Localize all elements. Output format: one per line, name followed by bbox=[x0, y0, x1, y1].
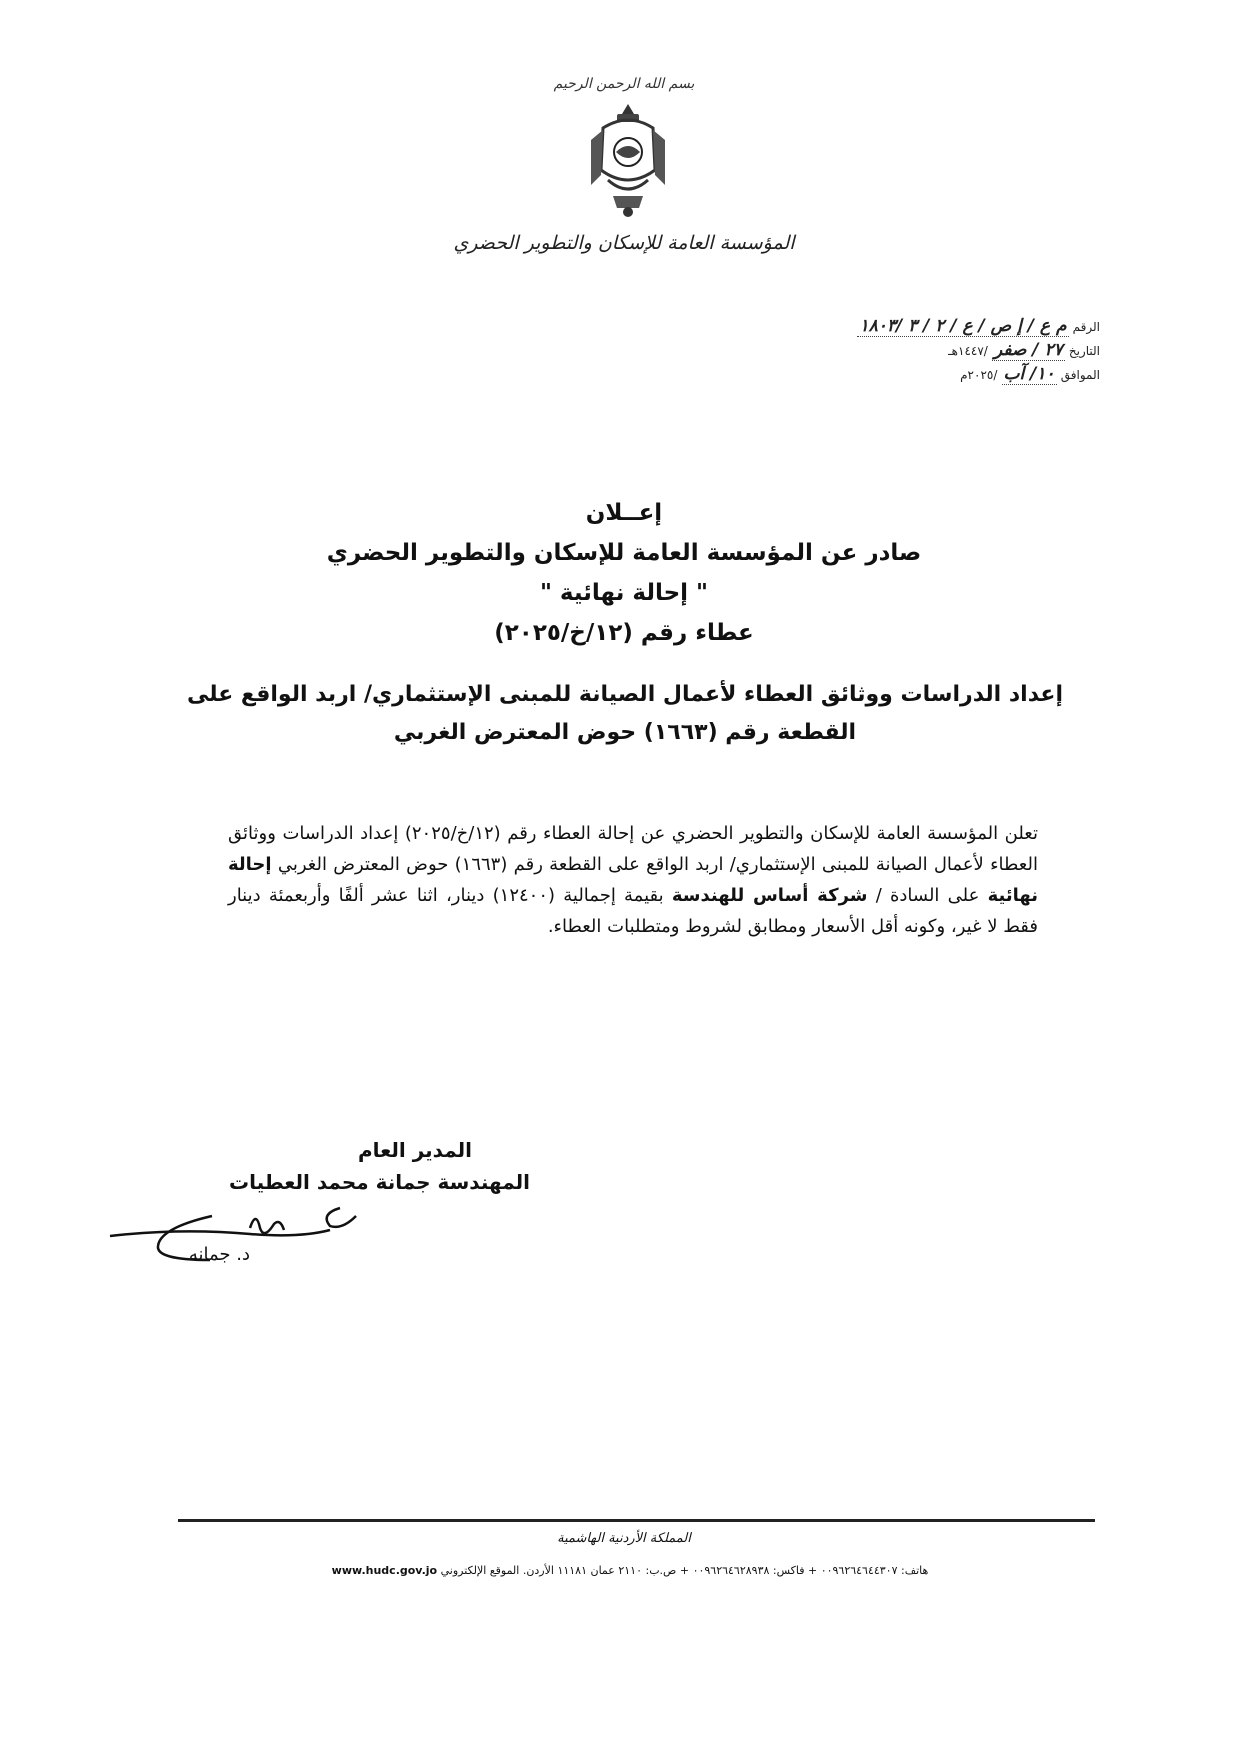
announcement-issuer: صادر عن المؤسسة العامة للإسكان والتطوير الحضري bbox=[326, 540, 922, 566]
footer-divider bbox=[178, 1519, 1095, 1522]
signatory-name: المهندسة جمانة محمد العطيات bbox=[228, 1170, 530, 1194]
reference-corresponding-label: الموافق bbox=[1060, 368, 1100, 382]
announcement-tender-number: عطاء رقم (١٢/خ/٢٠٢٥) bbox=[494, 620, 754, 646]
reference-date-label: التاريخ bbox=[1068, 344, 1100, 358]
announcement-title: إعــلان bbox=[585, 500, 663, 526]
footer-country: المملكة الأردنية الهاشمية bbox=[557, 1531, 691, 1546]
body-company: شركة أساس للهندسة bbox=[671, 885, 868, 906]
signature-scribble-text: د. جمانه bbox=[188, 1244, 250, 1265]
handwritten-signature bbox=[100, 1168, 400, 1278]
reference-corresponding-year: /٢٠٢٥م bbox=[960, 368, 998, 382]
footer-contact-details: هاتف: ٠٠٩٦٢٦٤٦٤٤٣٠٧ + فاكس: ٠٠٩٦٢٦٤٦٢٨٩٣٨ + ص.ب: ٢١١٠ عمان ١١١٨١ الأردن. الموقع الإلكتروني bbox=[440, 1564, 929, 1577]
reference-number-line bbox=[800, 314, 1100, 338]
basmala: بسم الله الرحمن الرحيم bbox=[553, 76, 695, 92]
reference-number-value: م ع / إ ص / ع / ٢ / ٣ /١٨٠٣ bbox=[859, 316, 1067, 336]
organization-logo-text: المؤسسة العامة للإسكان والتطوير الحضري bbox=[453, 232, 795, 254]
announcement-body bbox=[228, 818, 1038, 942]
reference-date-line bbox=[800, 338, 1100, 362]
footer-website[interactable]: www.hudc.gov.jo bbox=[331, 1564, 438, 1577]
announcement-type: " إحالة نهائية " bbox=[539, 580, 709, 606]
reference-block bbox=[800, 314, 1100, 386]
body-part-3: بقيمة إجمالية (١٢٤٠٠) دينار، اثنا عشر ألفًا وأربعمئة دينار فقط لا غير، وكونه أقل الأسعار ومطابق لشروط ومتطلبات العطاء. bbox=[228, 885, 1038, 937]
reference-corresponding-line bbox=[800, 362, 1100, 386]
subject-line-2: القطعة رقم (١٦٦٣) حوض المعترض الغربي bbox=[393, 720, 857, 745]
signatory-title: المدير العام bbox=[357, 1138, 472, 1162]
reference-date-year: /١٤٤٧هـ bbox=[948, 344, 988, 358]
body-part-2: على السادة / bbox=[875, 885, 980, 906]
reference-date-value: ٢٧ / صفر bbox=[993, 340, 1063, 360]
reference-number-label: الرقم bbox=[1072, 320, 1100, 334]
subject-line-1: إعداد الدراسات ووثائق العطاء لأعمال الصيانة للمبنى الإستثماري/ اربد الواقع على bbox=[187, 682, 1063, 707]
body-award-type: إحالة نهائية bbox=[228, 854, 1039, 906]
footer-contact bbox=[300, 1564, 960, 1577]
coat-of-arms-emblem bbox=[583, 100, 673, 220]
reference-corresponding-value: ١٠/ آب bbox=[1003, 364, 1055, 384]
body-part-1: تعلن المؤسسة العامة للإسكان والتطوير الحضري عن إحالة العطاء رقم (١٢/خ/٢٠٢٥) إعداد الدراسات ووثائق العطاء لأعمال الصيانة للمبنى الإستثماري/ اربد الواقع على القطعة رقم (١٦٦٣) حوض المعترض الغربي bbox=[228, 823, 1038, 875]
